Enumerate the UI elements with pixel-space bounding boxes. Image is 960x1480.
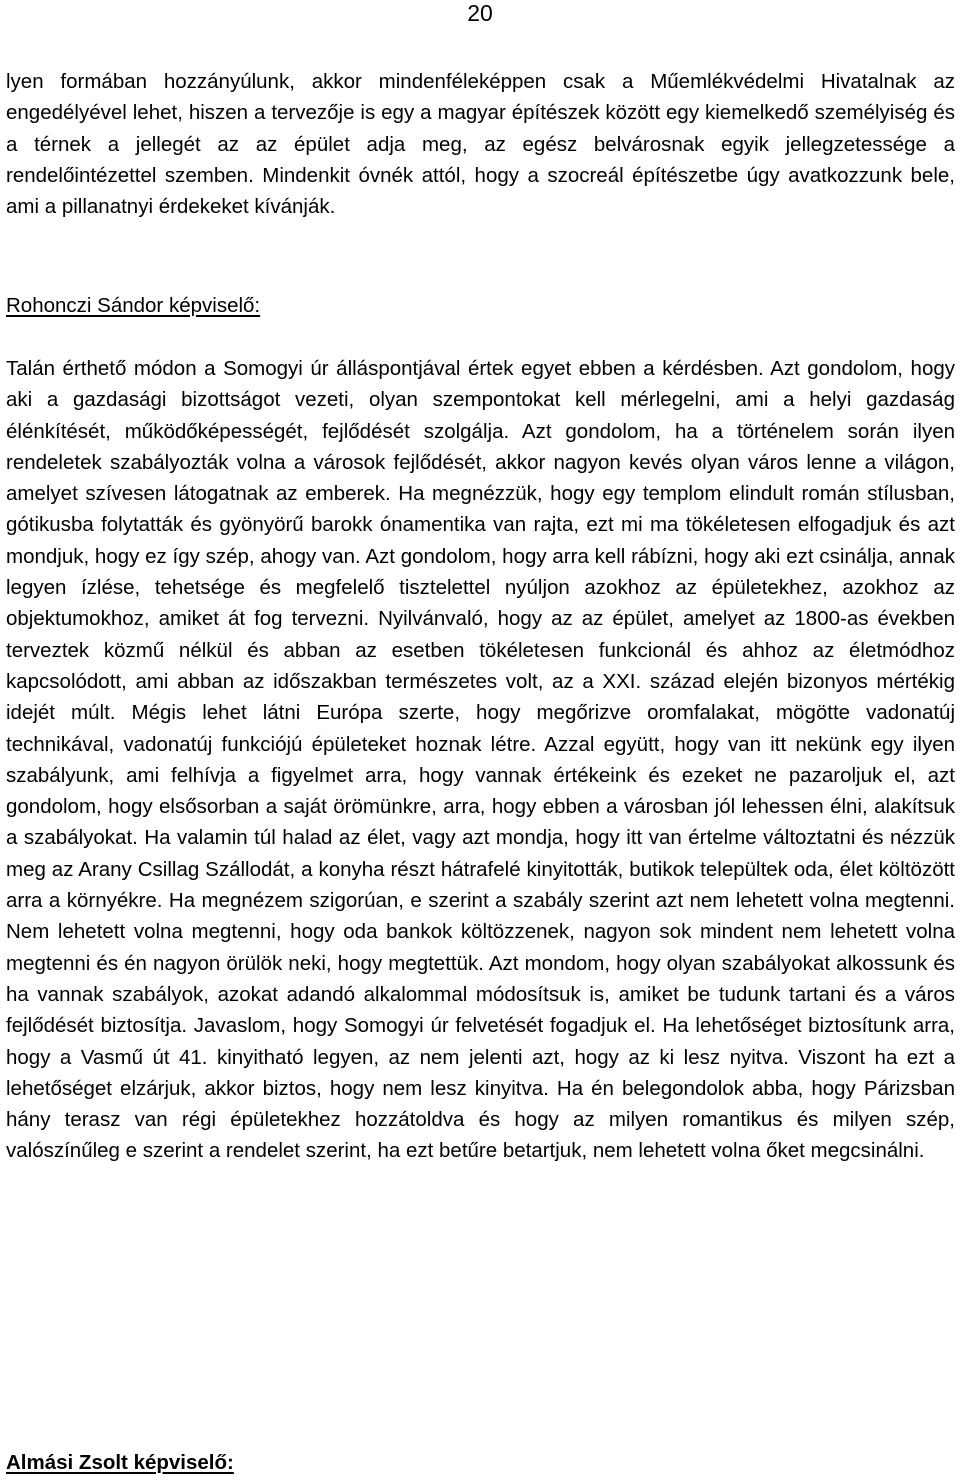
page-number: 20 bbox=[467, 0, 493, 26]
speaker-heading-almasi: Almási Zsolt képviselő: bbox=[6, 1451, 234, 1474]
speaker-heading-rohonczi: Rohonczi Sándor képviselő: bbox=[6, 294, 261, 317]
paragraph-intro: lyen formában hozzányúlunk, akkor mindenféleképpen csak a Műemlékvédelmi Hivatalnak az engedélyével lehet, hiszen a tervezője is egy a magyar építészek között egy kiemelkedő személyiség és a térnek a jellegét az az épület adja meg, az egész belvárosnak egyik jellegzetessége a rendelőintézettel szemben. Mindenkit óvnék attól, hogy a szocreál építészetbe úgy avatkozzunk bele, ami a pillanatnyi érdekeket kívánják. bbox=[6, 70, 955, 219]
paragraph-rohonczi-speech: Talán érthető módon a Somogyi úr álláspontjával értek egyet ebben a kérdésben. Azt gondolom, hogy aki a gazdasági bizottságot vezeti, olyan szempontokat kell mérlegelni, ami a helyi gazdaság élénkítését, működőképességét, fejlődését szolgálja. Azt gondolom, ha a történelem során ilyen rendeletek szabályozták volna a városok fejlődését, akkor nagyon kevés olyan város lenne a világon, amelyet szívesen látogatnak az emberek. Ha megnézzük, hogy egy templom elindult román stílusban, gótikusba folytatták és gyönyörű barokk ónamentika van rajta, ezt mi ma tökéletesen elfogadjuk és azt mondjuk, hogy ez így szép, ahogy van. Azt gondolom, hogy arra kell rábízni, hogy aki ezt csinálja, annak legyen ízlése, tehetsége és megfelelő tisztelettel nyúljon azokhoz az épületekhez, azokhoz az objektumokhoz, amiket át fog tervezni. Nyilvánvaló, hogy az az épület, amelyet az 1800-as években terveztek közmű nélkül és abban az esetben tökéletesen funkcionál és ahhoz az életmódhoz kapcsolódott, ami abban az időszakban természetes volt, az a XXI. század elején bizonyos mértékig idejét múlt. Mégis lehet látni Európa szerte, hogy megőrizve oromfalakat, mögötte vadonatúj technikával, vadonatúj funkciójú épületeket hoznak létre. Azzal együtt, hogy van itt nekünk egy ilyen szabályunk, ami felhívja a figyelmet arra, hogy vannak értékeink és ezeket ne pazaroljuk el, azt gondolom, hogy elsősorban a saját örömünkre, arra, hogy ebben a városban jól lehessen élni, alakítsuk a szabályokat. Ha valamin túl halad az élet, vagy azt mondja, hogy itt van értelme változtatni és nézzük meg az Arany Csillag Szállodát, a konyha részt hátrafelé kinyitották, butikok települtek oda, élet költözött arra a környékre. Ha megnézem szigorúan, e szerint a szabály szerint azt nem lehetett volna megtenni. Nem lehetett volna megtenni, hogy oda bankok költözzenek, nagyon sok mindent nem lehetett volna megtenni és én nagyon örülök neki, hogy megtettük. Azt mondom, hogy olyan szabályokat alkossunk és ha vannak szabályok, azokat adandó alkalommal módosítsuk is, amiket be tudunk tartani és a város fejlődését biztosítja. Javaslom, hogy Somogyi úr felvetését fogadjuk el. Ha lehetőséget biztosítunk arra, hogy a Vasmű út 41. kinyitható legyen, az nem jelenti azt, hogy az ki lesz nyitva. Viszont ha ezt a lehetőséget elzárjuk, akkor biztos, hogy nem lesz kinyitva. Ha én belegondolok abba, hogy Párizsban hány terasz van régi épületekhez hozzátoldva és hogy az milyen romantikus és milyen szép, valószínűleg e szerint a rendelet szerint, ha ezt betűre betartjuk, nem lehetett volna őket megcsinálni. bbox=[6, 357, 955, 1163]
